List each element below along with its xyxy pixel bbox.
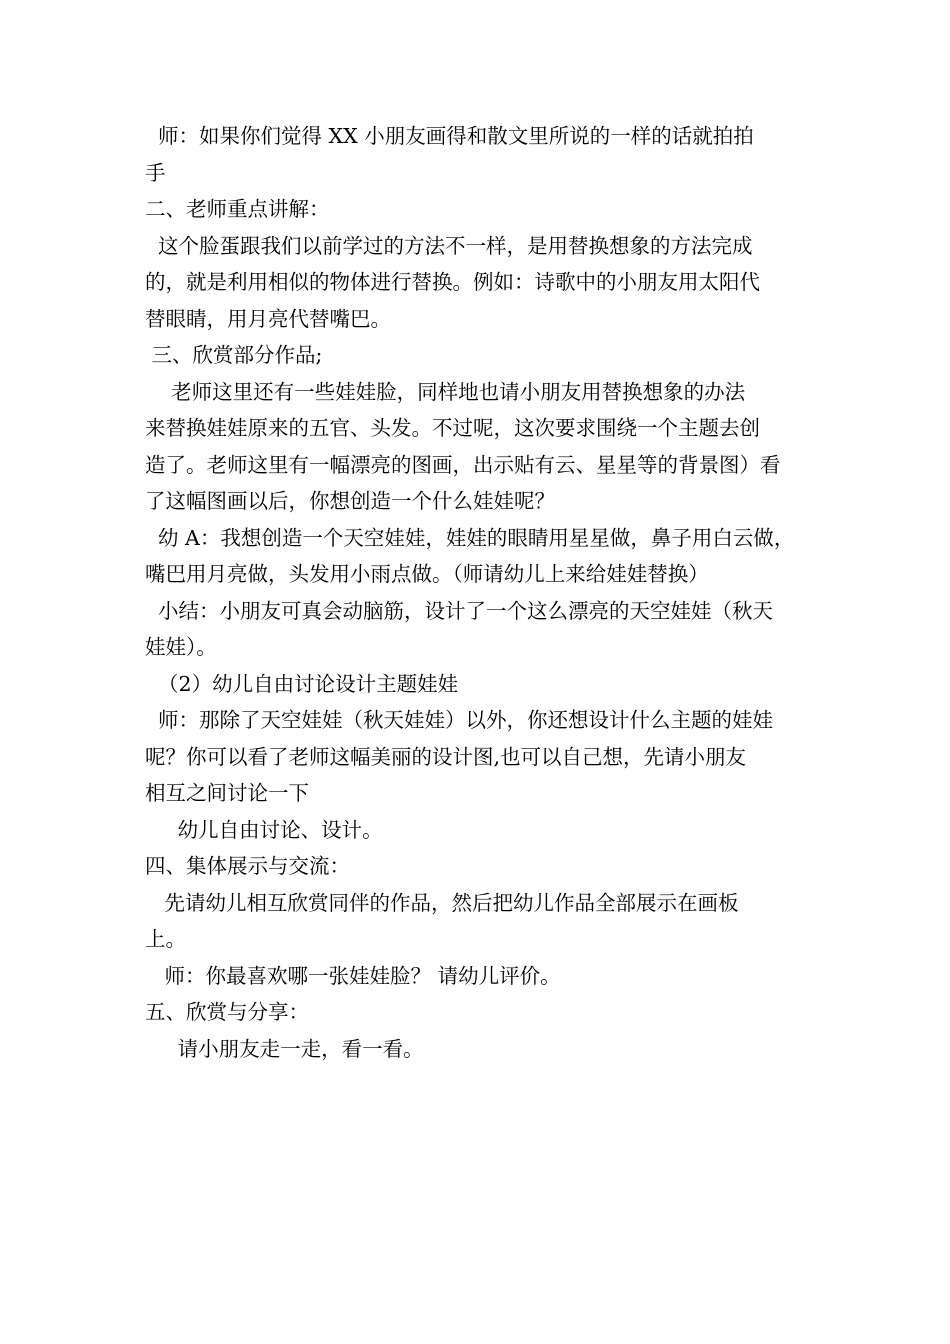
section-heading: 五、欣赏与分享： bbox=[145, 1000, 309, 1024]
text-line: 呢？你可以看了老师这幅美丽的设计图,也可以自己想，先请小朋友 bbox=[145, 744, 747, 769]
subsection-heading: （2）幼儿自由讨论设计主题娃娃 bbox=[145, 671, 459, 696]
text-line: 老师这里还有一些娃娃脸，同样地也请小朋友用替换想象的办法 bbox=[145, 379, 746, 404]
section-heading: 四、集体展示与交流： bbox=[145, 854, 350, 878]
text-line: 请小朋友走一走，看一看。 bbox=[145, 1036, 424, 1061]
text-line: 师：如果你们觉得 XX 小朋友画得和散文里所说的一样的话就拍拍 bbox=[145, 124, 754, 148]
text-line: 嘴巴用月亮做，头发用小雨点做。（师请幼儿上来给娃娃替换） bbox=[145, 562, 709, 586]
text-line: 上。 bbox=[145, 927, 186, 951]
section-heading: 三、欣赏部分作品; bbox=[145, 343, 323, 367]
text-line: 小结：小朋友可真会动脑筋，设计了一个这么漂亮的天空娃娃（秋天 bbox=[145, 598, 774, 623]
section-heading: 二、老师重点讲解： bbox=[145, 197, 330, 221]
text-line: 造了。老师这里有一幅漂亮的图画，出示贴有云、星星等的背景图）看 bbox=[145, 452, 781, 477]
text-line: 先请幼儿相互欣赏同伴的作品，然后把幼儿作品全部展示在画板 bbox=[145, 890, 739, 915]
text-line: 师：那除了天空娃娃（秋天娃娃）以外，你还想设计什么主题的娃娃 bbox=[145, 708, 774, 732]
text-line: 替眼睛，用月亮代替嘴巴。 bbox=[145, 306, 391, 331]
document-body bbox=[145, 118, 810, 1067]
text-line: 手 bbox=[145, 160, 166, 185]
text-line: 幼 A：我想创造一个天空娃娃，娃娃的眼睛用星星做，鼻子用白云做， bbox=[145, 525, 795, 550]
text-line: 来替换娃娃原来的五官、头发。不过呢，这次要求围绕一个主题去创 bbox=[145, 416, 760, 440]
text-line: 相互之间讨论一下 bbox=[145, 781, 309, 805]
text-line: 娃娃）。 bbox=[145, 635, 217, 659]
text-line: 幼儿自由讨论、设计。 bbox=[145, 817, 383, 842]
text-line: 的，就是利用相似的物体进行替换。例如：诗歌中的小朋友用太阳代 bbox=[145, 270, 760, 294]
text-line: 了这幅图画以后，你想创造一个什么娃娃呢？ bbox=[145, 489, 555, 513]
text-line: 师：你最喜欢哪一张娃娃脸？ 请幼儿评价。 bbox=[145, 963, 561, 988]
text-line: 这个脸蛋跟我们以前学过的方法不一样，是用替换想象的方法完成 bbox=[145, 233, 753, 258]
